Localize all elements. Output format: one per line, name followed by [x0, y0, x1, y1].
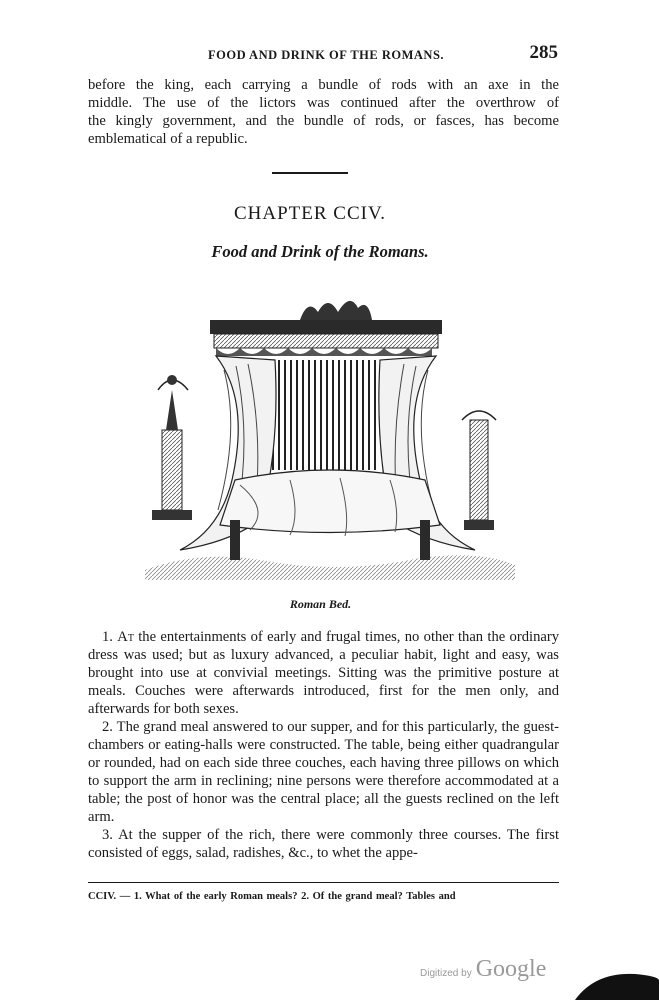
- paragraph-number: 1.: [102, 629, 113, 645]
- paragraph-text: The grand meal answered to our supper, and for this particularly, the guest-chambers or eating-halls were constructed. The table, being either quadrangular or rounded, had on each side three couches, each having three pillows on which to support the arm in reclining; nine persons were therefore accommodated at a table; the post of honor was the central place; all the guests reclined on the left arm.: [88, 719, 559, 825]
- chapter-heading: CHAPTER CCIV.: [233, 203, 386, 224]
- paragraph-text: the entertainments of early and frugal times, no other than the ordinary dress was used; but as luxury advanced, a peculiar habit, light and easy, was brought into use at convivial meetings. Sitting was the primitive posture at meals. Couches were afterwards introduced, first for the men only, and afterwards for both sexes.: [88, 629, 559, 717]
- intro-line: the kingly government, and the bundle of rods, or fasces, has become: [88, 113, 559, 129]
- intro-line: emblematical of a republic.: [88, 131, 248, 147]
- scan-thumb-shadow: [565, 968, 659, 1000]
- running-title: FOOD AND DRINK OF THE ROMANS.: [208, 48, 445, 62]
- intro-paragraph: [88, 76, 559, 148]
- page-number: 285: [529, 42, 558, 63]
- intro-line: middle. The use of the lictors was continued after the overthrow of: [88, 95, 559, 111]
- footnote-questions: CCIV. — 1. What of the early Roman meals? 2. Of the grand meal? Tables and: [88, 891, 456, 902]
- paragraph-text: At the supper of the rich, there were commonly three courses. The first consisted of eggs, salad, radishes, &c., to whet the appe-: [88, 827, 559, 861]
- paragraph-lead: At: [117, 629, 134, 645]
- intro-line: before the king, each carrying a bundle of rods with an axe in the: [88, 77, 559, 93]
- paragraph-1: [88, 628, 559, 718]
- roman-bed-illustration: [140, 280, 520, 585]
- paragraph-2: [88, 718, 559, 826]
- paragraph-number: 3.: [102, 827, 113, 843]
- paragraph-3: [88, 826, 559, 862]
- chapter-title: Food and Drink of the Romans.: [211, 242, 429, 261]
- footnote-divider: [88, 882, 559, 883]
- watermark-brand: Google: [475, 956, 547, 982]
- figure-caption: Roman Bed.: [289, 597, 352, 611]
- section-divider: [272, 172, 348, 174]
- digitized-watermark: [420, 956, 546, 983]
- paragraph-number: 2.: [102, 719, 113, 735]
- watermark-prefix: Digitized by: [420, 968, 472, 979]
- running-header: [88, 42, 558, 64]
- body-text: [88, 628, 559, 862]
